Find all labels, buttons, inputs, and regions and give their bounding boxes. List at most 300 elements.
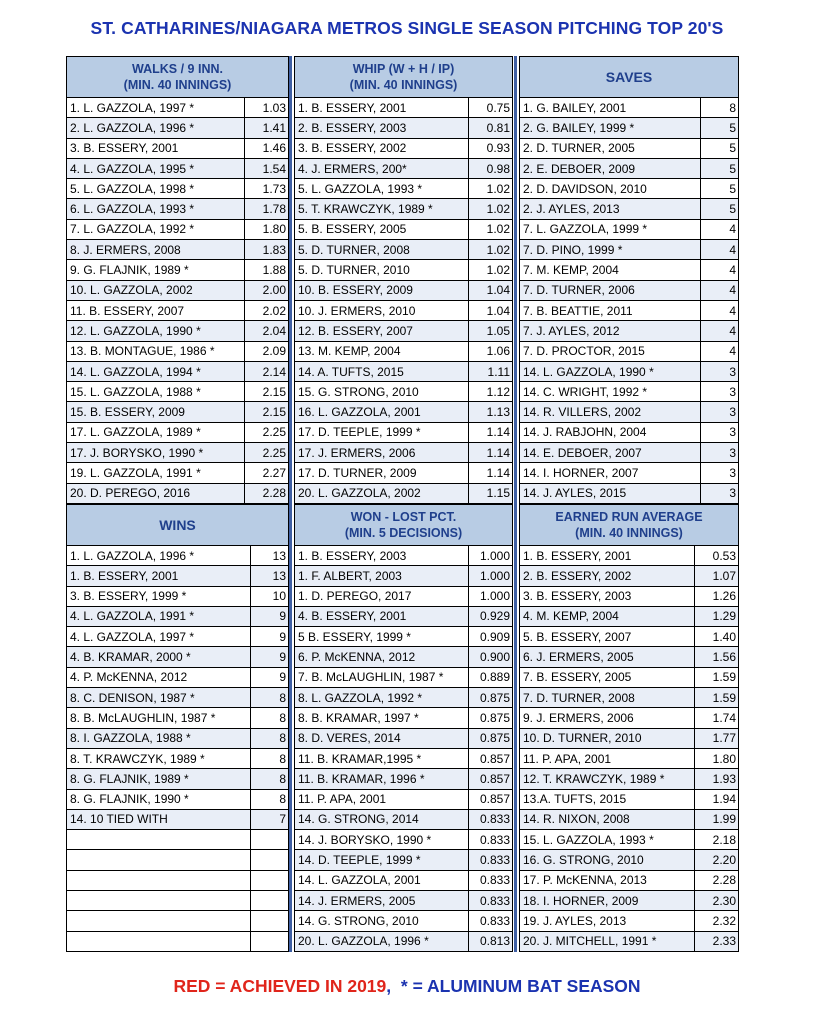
table-row [67, 422, 289, 442]
stat-value: 4 [701, 341, 739, 361]
player-name: 3. B. ESSERY, 2002 [295, 138, 469, 158]
player-name: 3. B. ESSERY, 2001 [67, 138, 245, 158]
player-name: 11. P. APA, 2001 [520, 748, 695, 768]
stat-value: 9 [251, 667, 289, 687]
section-title: EARNED RUN AVERAGE [555, 509, 703, 524]
player-name [67, 911, 251, 931]
table-row [520, 769, 739, 789]
stat-value [251, 931, 289, 951]
stat-value: 5 [701, 199, 739, 219]
stat-value: 2.32 [695, 911, 739, 931]
table-row [67, 138, 289, 158]
player-name: 11. B. KRAMAR, 1996 * [295, 769, 469, 789]
walks-header [67, 57, 289, 98]
player-name: 14. D. TEEPLE, 1999 * [295, 850, 469, 870]
player-name: 8. C. DENISON, 1987 * [67, 688, 251, 708]
table-row [295, 138, 513, 158]
stat-value: 4 [701, 260, 739, 280]
stat-value: 2.00 [245, 280, 289, 300]
table-row [67, 402, 289, 422]
player-name: 5. B. ESSERY, 2005 [295, 219, 469, 239]
player-name: 11. P. APA, 2001 [295, 789, 469, 809]
table-row [67, 443, 289, 463]
player-name: 6. P. McKENNA, 2012 [295, 647, 469, 667]
table-row [67, 890, 289, 910]
table-row [520, 402, 739, 422]
table-row [295, 586, 513, 606]
stat-value: 1.83 [245, 240, 289, 260]
stat-value: 0.875 [469, 708, 513, 728]
table-row [520, 748, 739, 768]
stat-value: 1.93 [695, 769, 739, 789]
table-row [295, 260, 513, 280]
section-title: WON - LOST PCT. [350, 509, 457, 524]
table-row [520, 708, 739, 728]
legend-comma: , [386, 976, 392, 996]
stat-value: 1.04 [469, 280, 513, 300]
wins-table [66, 504, 289, 952]
stat-value: 2.28 [695, 870, 739, 890]
stat-value: 0.833 [469, 850, 513, 870]
player-name: 2. E. DEBOER, 2009 [520, 158, 701, 178]
player-name: 4. L. GAZZOLA, 1997 * [67, 627, 251, 647]
stat-value: 9 [251, 606, 289, 626]
table-row [295, 606, 513, 626]
table-row [520, 179, 739, 199]
table-row [67, 789, 289, 809]
stat-value: 1.13 [469, 402, 513, 422]
player-name: 10. D. TURNER, 2010 [520, 728, 695, 748]
stat-value: 1.05 [469, 321, 513, 341]
table-row [520, 321, 739, 341]
stat-value [251, 830, 289, 850]
table-row [520, 219, 739, 239]
stat-value: 0.53 [695, 545, 739, 565]
stat-value: 8 [251, 789, 289, 809]
table-row [295, 341, 513, 361]
saves-header [520, 57, 739, 98]
column-separator [289, 56, 292, 952]
stat-value: 1.80 [695, 748, 739, 768]
player-name: 7. D. TURNER, 2008 [520, 688, 695, 708]
stat-value: 4 [701, 240, 739, 260]
stat-value: 1.46 [245, 138, 289, 158]
table-row [295, 748, 513, 768]
stat-value: 1.02 [469, 219, 513, 239]
table-row [67, 219, 289, 239]
stat-value: 4 [701, 300, 739, 320]
stat-value: 2.18 [695, 830, 739, 850]
table-row [67, 809, 289, 829]
stat-value: 1.26 [695, 586, 739, 606]
legend-aluminum-note: * = ALUMINUM BAT SEASON [400, 976, 641, 996]
player-name: 14. A. TUFTS, 2015 [295, 361, 469, 381]
table-row [295, 667, 513, 687]
stat-value: 1.14 [469, 463, 513, 483]
player-name: 4. B. ESSERY, 2001 [295, 606, 469, 626]
table-row [520, 483, 739, 503]
stat-value: 1.14 [469, 443, 513, 463]
player-name: 6. J. ERMERS, 2005 [520, 647, 695, 667]
table-row [295, 931, 513, 951]
player-name: 14. L. GAZZOLA, 1990 * [520, 361, 701, 381]
player-name: 5. D. TURNER, 2008 [295, 240, 469, 260]
stat-value: 0.909 [469, 627, 513, 647]
player-name: 8. G. FLAJNIK, 1990 * [67, 789, 251, 809]
table-row [520, 463, 739, 483]
stat-value: 8 [251, 708, 289, 728]
walks-table [66, 56, 289, 504]
player-name: 5. B. ESSERY, 2007 [520, 627, 695, 647]
player-name: 8. L. GAZZOLA, 1992 * [295, 688, 469, 708]
player-name: 2. D. TURNER, 2005 [520, 138, 701, 158]
whip-header [295, 57, 513, 98]
table-row [520, 382, 739, 402]
table-row [520, 566, 739, 586]
stat-value: 1.40 [695, 627, 739, 647]
stat-value [251, 870, 289, 890]
stat-value: 1.74 [695, 708, 739, 728]
stat-value: 1.02 [469, 240, 513, 260]
table-row [295, 463, 513, 483]
stat-value: 2.14 [245, 361, 289, 381]
table-row [520, 138, 739, 158]
player-name: 1. D. PEREGO, 2017 [295, 586, 469, 606]
player-name: 18. I. HORNER, 2009 [520, 890, 695, 910]
stat-value: 1.02 [469, 179, 513, 199]
player-name: 8. J. ERMERS, 2008 [67, 240, 245, 260]
table-row [67, 382, 289, 402]
stat-value: 1.12 [469, 382, 513, 402]
player-name: 1. B. ESSERY, 2001 [67, 566, 251, 586]
player-name: 4. J. ERMERS, 200* [295, 158, 469, 178]
player-name: 5. D. TURNER, 2010 [295, 260, 469, 280]
table-row [67, 911, 289, 931]
player-name [67, 870, 251, 890]
table-row [520, 98, 739, 118]
stat-value: 5 [701, 179, 739, 199]
stat-value: 0.833 [469, 830, 513, 850]
table-row [295, 809, 513, 829]
table-row [520, 545, 739, 565]
player-name: 20. L. GAZZOLA, 1996 * [295, 931, 469, 951]
stat-value: 4 [701, 280, 739, 300]
stat-value: 0.98 [469, 158, 513, 178]
stat-value: 1.000 [469, 545, 513, 565]
table-row [67, 199, 289, 219]
player-name: 5. T. KRAWCZYK, 1989 * [295, 199, 469, 219]
player-name: 14. L. GAZZOLA, 2001 [295, 870, 469, 890]
player-name: 14. J. ERMERS, 2005 [295, 890, 469, 910]
table-row [295, 545, 513, 565]
stat-value: 1.11 [469, 361, 513, 381]
table-row [295, 850, 513, 870]
stat-value: 9 [251, 647, 289, 667]
player-name [67, 850, 251, 870]
player-name: 16. G. STRONG, 2010 [520, 850, 695, 870]
player-name: 19. L. GAZZOLA, 1991 * [67, 463, 245, 483]
stat-value: 3 [701, 361, 739, 381]
player-name: 7. D. PINO, 1999 * [520, 240, 701, 260]
table-row [520, 280, 739, 300]
player-name: 1. B. ESSERY, 2001 [520, 545, 695, 565]
table-row [67, 627, 289, 647]
player-name: 1. L. GAZZOLA, 1997 * [67, 98, 245, 118]
column-middle [294, 56, 513, 952]
section-subtitle: (MIN. 40 INNINGS) [575, 525, 683, 540]
stat-value: 0.833 [469, 911, 513, 931]
player-name: 5. L. GAZZOLA, 1998 * [67, 179, 245, 199]
stat-value: 2.33 [695, 931, 739, 951]
stat-value: 0.857 [469, 748, 513, 768]
player-name: 14. R. NIXON, 2008 [520, 809, 695, 829]
player-name: 7. D. PROCTOR, 2015 [520, 341, 701, 361]
table-row [295, 422, 513, 442]
stat-value: 3 [701, 463, 739, 483]
page-title: ST. CATHARINES/NIAGARA METROS SINGLE SEASON PITCHING TOP 20'S [90, 18, 724, 38]
stat-value: 0.833 [469, 890, 513, 910]
table-row [520, 586, 739, 606]
stat-value: 1.73 [245, 179, 289, 199]
player-name: 20. J. MITCHELL, 1991 * [520, 931, 695, 951]
player-name: 6. L. GAZZOLA, 1993 * [67, 199, 245, 219]
stat-value: 9 [251, 627, 289, 647]
stat-value: 2.09 [245, 341, 289, 361]
section-title: SAVES [605, 69, 653, 85]
player-name: 4. M. KEMP, 2004 [520, 606, 695, 626]
whip-table [294, 56, 513, 504]
stat-value: 0.889 [469, 667, 513, 687]
player-name: 15. L. GAZZOLA, 1988 * [67, 382, 245, 402]
table-row [295, 382, 513, 402]
player-name: 1. F. ALBERT, 2003 [295, 566, 469, 586]
player-name: 14. L. GAZZOLA, 1994 * [67, 361, 245, 381]
stat-value: 1.07 [695, 566, 739, 586]
stat-value [251, 890, 289, 910]
wonlost-header [295, 504, 513, 545]
stat-value: 2.20 [695, 850, 739, 870]
player-name: 20. D. PEREGO, 2016 [67, 483, 245, 503]
player-name: 9. G. FLAJNIK, 1989 * [67, 260, 245, 280]
stat-value: 2.02 [245, 300, 289, 320]
table-row [295, 361, 513, 381]
player-name: 14. J. AYLES, 2015 [520, 483, 701, 503]
table-row [295, 179, 513, 199]
table-row [67, 260, 289, 280]
table-row [520, 361, 739, 381]
stat-value: 7 [251, 809, 289, 829]
table-row [67, 566, 289, 586]
table-row [520, 850, 739, 870]
table-row [295, 300, 513, 320]
table-row [295, 219, 513, 239]
table-row [67, 179, 289, 199]
stat-value: 5 [701, 158, 739, 178]
player-name: 8. B. McLAUGHLIN, 1987 * [67, 708, 251, 728]
stat-value: 1.94 [695, 789, 739, 809]
column-separator [514, 56, 517, 952]
table-row [520, 647, 739, 667]
player-name: 15. B. ESSERY, 2009 [67, 402, 245, 422]
table-row [520, 158, 739, 178]
player-name: 7. B. ESSERY, 2005 [520, 667, 695, 687]
table-row [520, 688, 739, 708]
player-name: 10. B. ESSERY, 2009 [295, 280, 469, 300]
table-row [520, 931, 739, 951]
player-name: 14. E. DEBOER, 2007 [520, 443, 701, 463]
table-row [67, 606, 289, 626]
player-name: 7. J. AYLES, 2012 [520, 321, 701, 341]
player-name: 5 B. ESSERY, 1999 * [295, 627, 469, 647]
table-row [295, 199, 513, 219]
stat-value [251, 850, 289, 870]
player-name: 12. B. ESSERY, 2007 [295, 321, 469, 341]
table-row [520, 118, 739, 138]
player-name: 4. B. KRAMAR, 2000 * [67, 647, 251, 667]
stat-value: 3 [701, 443, 739, 463]
section-subtitle: (MIN. 40 INNINGS) [123, 78, 232, 92]
player-name: 1. G. BAILEY, 2001 [520, 98, 701, 118]
player-name: 8. D. VERES, 2014 [295, 728, 469, 748]
stat-value: 0.857 [469, 769, 513, 789]
table-row [295, 158, 513, 178]
stat-value: 1.06 [469, 341, 513, 361]
stat-value: 1.15 [469, 483, 513, 503]
wins-header [67, 504, 289, 545]
table-row [295, 443, 513, 463]
stat-value: 1.59 [695, 667, 739, 687]
stat-value: 1.03 [245, 98, 289, 118]
stat-value: 2.25 [245, 422, 289, 442]
table-row [67, 300, 289, 320]
stat-value: 1.78 [245, 199, 289, 219]
stat-value: 2.27 [245, 463, 289, 483]
stat-value: 0.813 [469, 931, 513, 951]
stat-value: 0.857 [469, 789, 513, 809]
table-row [67, 240, 289, 260]
player-name: 2. L. GAZZOLA, 1996 * [67, 118, 245, 138]
stat-value: 0.833 [469, 870, 513, 890]
table-row [295, 830, 513, 850]
stat-value [251, 911, 289, 931]
player-name: 13. B. MONTAGUE, 1986 * [67, 341, 245, 361]
player-name: 17. D. TURNER, 2009 [295, 463, 469, 483]
stat-value: 1.99 [695, 809, 739, 829]
player-name: 1. L. GAZZOLA, 1996 * [67, 545, 251, 565]
table-row [67, 321, 289, 341]
table-row [520, 240, 739, 260]
player-name: 15. L. GAZZOLA, 1993 * [520, 830, 695, 850]
section-subtitle: (MIN. 5 DECISIONS) [344, 525, 463, 540]
table-row [520, 870, 739, 890]
stat-value: 1.54 [245, 158, 289, 178]
stat-value: 0.875 [469, 728, 513, 748]
table-row [67, 748, 289, 768]
player-name: 20. L. GAZZOLA, 2002 [295, 483, 469, 503]
player-name: 15. G. STRONG, 2010 [295, 382, 469, 402]
table-row [295, 118, 513, 138]
player-name: 17. P. McKENNA, 2013 [520, 870, 695, 890]
saves-table [519, 56, 739, 504]
stat-value: 2.28 [245, 483, 289, 503]
stat-value: 1.77 [695, 728, 739, 748]
stat-value: 0.93 [469, 138, 513, 158]
table-row [67, 870, 289, 890]
player-name: 2. J. AYLES, 2013 [520, 199, 701, 219]
player-name: 7. M. KEMP, 2004 [520, 260, 701, 280]
stat-value: 8 [251, 728, 289, 748]
player-name: 3. B. ESSERY, 2003 [520, 586, 695, 606]
stat-value: 1.56 [695, 647, 739, 667]
table-row [67, 830, 289, 850]
stat-value: 1.88 [245, 260, 289, 280]
player-name: 14. R. VILLERS, 2002 [520, 402, 701, 422]
table-row [295, 911, 513, 931]
player-name: 17. L. GAZZOLA, 1989 * [67, 422, 245, 442]
stat-value: 3 [701, 402, 739, 422]
stat-value: 3 [701, 422, 739, 442]
table-row [520, 422, 739, 442]
stat-value: 13 [251, 566, 289, 586]
table-row [67, 850, 289, 870]
player-name: 7. B. McLAUGHLIN, 1987 * [295, 667, 469, 687]
stat-value: 5 [701, 118, 739, 138]
player-name: 1. B. ESSERY, 2003 [295, 545, 469, 565]
stat-value: 2.04 [245, 321, 289, 341]
player-name: 17. J. ERMERS, 2006 [295, 443, 469, 463]
stat-value: 2.30 [695, 890, 739, 910]
table-row [295, 483, 513, 503]
era-header [520, 504, 739, 545]
table-row [295, 708, 513, 728]
stat-value: 1.02 [469, 199, 513, 219]
player-name: 3. B. ESSERY, 1999 * [67, 586, 251, 606]
stat-value: 4 [701, 219, 739, 239]
player-name: 14. I. HORNER, 2007 [520, 463, 701, 483]
player-name: 14. G. STRONG, 2010 [295, 911, 469, 931]
column-left [66, 56, 289, 952]
won-lost-table [294, 504, 513, 952]
section-title: WALKS / 9 INN. [132, 62, 223, 76]
section-title: WHIP (W + H / IP) [352, 62, 455, 76]
legend [0, 976, 814, 997]
stat-value: 0.900 [469, 647, 513, 667]
stat-value: 8 [251, 688, 289, 708]
player-name: 14. G. STRONG, 2014 [295, 809, 469, 829]
player-name: 8. B. KRAMAR, 1997 * [295, 708, 469, 728]
legend-red-note: RED = ACHIEVED IN 2019 [173, 976, 387, 996]
stat-value: 0.833 [469, 809, 513, 829]
table-row [295, 688, 513, 708]
table-row [67, 463, 289, 483]
table-row [67, 280, 289, 300]
player-name: 14. J. RABJOHN, 2004 [520, 422, 701, 442]
stat-value: 2.15 [245, 382, 289, 402]
player-name [67, 931, 251, 951]
table-row [67, 708, 289, 728]
player-name: 19. J. AYLES, 2013 [520, 911, 695, 931]
table-row [295, 402, 513, 422]
player-name: 7. D. TURNER, 2006 [520, 280, 701, 300]
player-name: 14. J. BORYSKO, 1990 * [295, 830, 469, 850]
table-row [295, 98, 513, 118]
stat-value: 8 [251, 748, 289, 768]
stat-value: 0.875 [469, 688, 513, 708]
table-row [295, 240, 513, 260]
stat-value: 4 [701, 321, 739, 341]
stat-value: 1.29 [695, 606, 739, 626]
player-name: 4. L. GAZZOLA, 1995 * [67, 158, 245, 178]
